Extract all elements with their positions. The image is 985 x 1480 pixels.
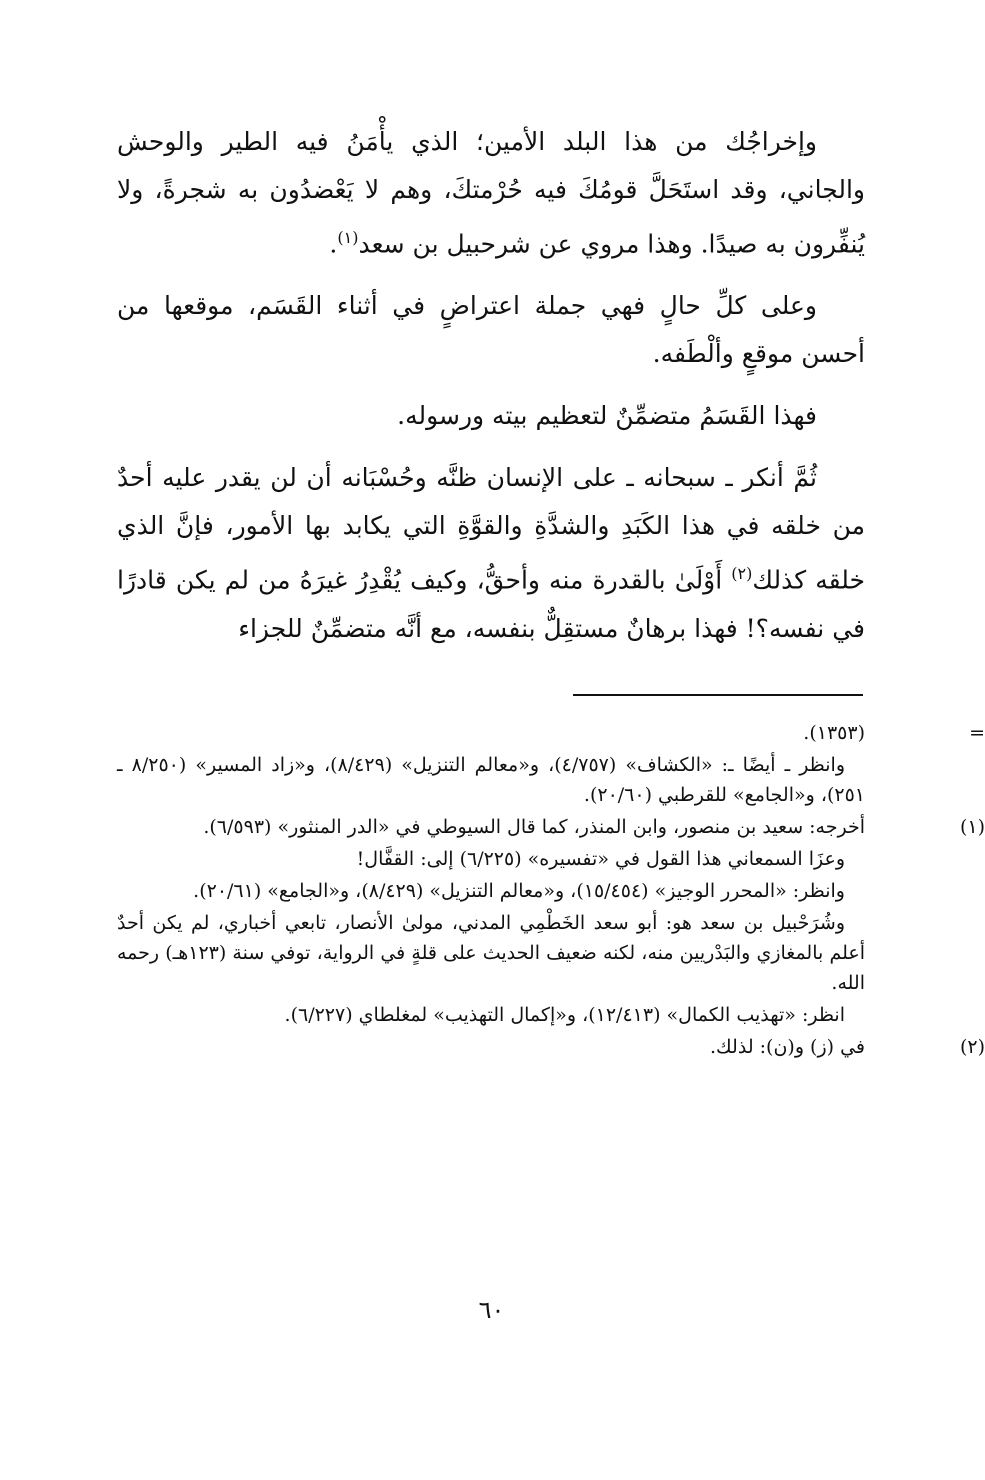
- footnote-ref-2: (٢): [731, 564, 753, 584]
- footnote-1-line-5: انظر: «تهذيب الكمال» (١٢/٤١٣)، و«إكمال التهذيب» لمغلطاي (٦/٢٢٧).: [284, 1004, 845, 1026]
- footnote-1-line-2: وعزَا السمعاني هذا القول في «تفسيره» (٦/٢٢٥) إلى: القفَّال!: [356, 848, 845, 870]
- footnote-1-line-1: أخرجه: سعيد بن منصور، وابن المنذر، كما قال السيوطي في «الدر المنثور» (٦/٥٩٣).: [203, 816, 865, 838]
- footnote-separator: [573, 694, 863, 696]
- paragraph-1-end: .: [329, 229, 338, 259]
- page-number: ٦٠: [478, 1296, 505, 1324]
- continuation-marker: =: [969, 722, 985, 744]
- paragraph-1: [117, 118, 865, 268]
- paragraph-4-text-b: أَوْلَىٰ بالقدرة منه وأحقُّ، وكيف يُقْدِرُ غيرَهُ من لم يكن قادرًا في نفسه؟! فهذا برهانٌ مستقِلٌّ بنفسه، مع أنَّه متضمِّنٌ للجزاء: [117, 565, 865, 643]
- main-text-body: [117, 118, 865, 667]
- footnote-1-marker: (١): [959, 816, 985, 838]
- footnote-2-body: [117, 1032, 865, 1064]
- footnote-1-line-3: وانظر: «المحرر الوجيز» (١٥/٤٥٤)، و«معالم التنزيل» (٨/٤٢٩)، و«الجامع» (٢٠/٦١).: [193, 880, 845, 902]
- footnote-1: [117, 812, 985, 1032]
- footnote-ref-1: (١): [337, 228, 359, 247]
- footnote-2-marker: (٢): [959, 1036, 985, 1058]
- paragraph-2: وعلى كلِّ حالٍ فهي جملة اعتراضٍ في أثناء القَسَم، موقعها من أحسن موقعٍ وألْطَفه.: [117, 291, 865, 369]
- paragraph-1-text: وإخراجُك من هذا البلد الأمين؛ الذي يأْمَنُ فيه الطير والوحش والجاني، وقد استَحَلَّ قومُكَ فيه حُرْمتكَ، وهم لا يَعْضدُون به شجرةً، ولا يُنفِّرون به صيدًا. وهذا مروي عن شرحبيل بن سعد: [117, 127, 865, 259]
- footnote-1-line-4: وشُرَحْبيل بن سعد هو: أبو سعد الخَطْمِي المدني، مولىٰ الأنصار، تابعي أخباري، لم يكن أحدٌ أعلم بالمغازي والبَدْريين منه، لكنه ضعيف الحديث على قلةٍ في الرواية، توفي سنة (١٢٣هـ) رحمه الله.: [117, 912, 865, 994]
- footnote-continued-line: (١٣٥٣).: [803, 722, 865, 744]
- footnotes-section: [117, 718, 985, 1064]
- footnote-continued-body: [117, 718, 865, 812]
- footnote-continued-see: وانظر ـ أيضًا ـ: «الكشاف» (٤/٧٥٧)، و«معالم التنزيل» (٨/٤٢٩)، و«زاد المسير» (٨/٢٥٠ ـ ٢٥١)، و«الجامع» للقرطبي (٢٠/٦٠).: [117, 754, 865, 806]
- footnote-continued: [117, 718, 985, 812]
- footnote-2: [117, 1032, 985, 1064]
- paragraph-4-text-a: ثُمَّ أنكر ـ سبحانه ـ على الإنسان ظنَّه وحُسْبَانه أن لن يقدر عليه أحدٌ من خلقه في هذا الكَبَدِ والشدَّةِ والقوَّةِ التي يكابد بها الأمور، فإنَّ الذي خلقه كذلك: [117, 463, 865, 595]
- paragraph-4: [117, 454, 865, 652]
- footnote-1-body: [117, 812, 865, 1032]
- paragraph-3: فهذا القَسَمُ متضمِّنٌ لتعظيم بيته ورسوله.: [397, 401, 817, 431]
- footnote-2-line-1: في (ز) و(ن): لذلك.: [710, 1036, 865, 1058]
